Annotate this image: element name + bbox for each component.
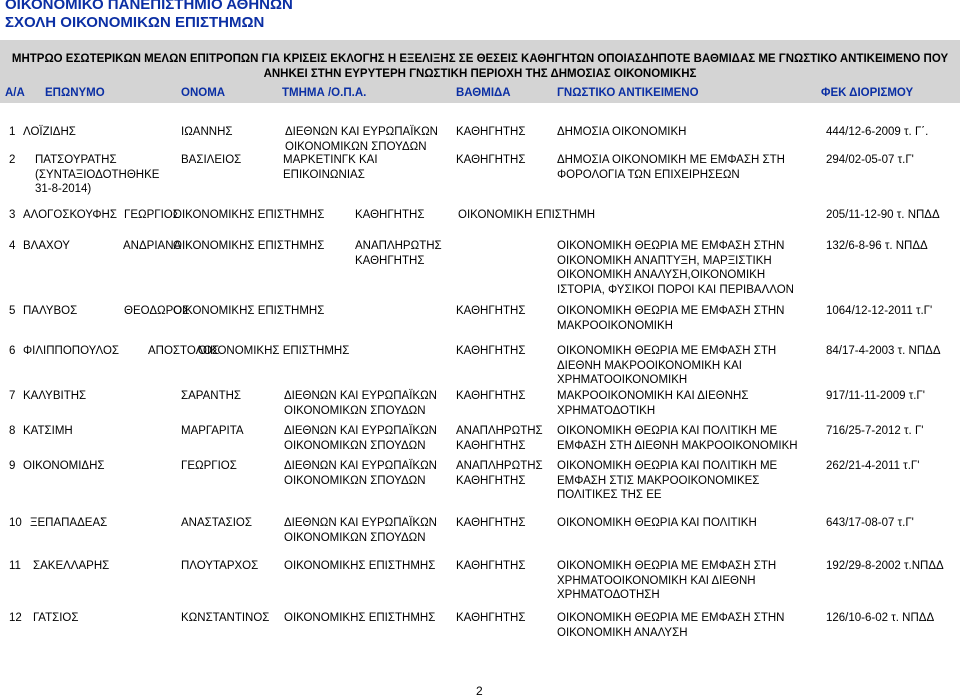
- cell-subject-line: ΕΜΦΑΣΗ ΣΤΙΣ ΜΑΚΡΟΟΙΚΟΝΟΜΙΚΕΣ: [557, 474, 760, 487]
- cell-num: [9, 304, 15, 319]
- cell-fek: [826, 424, 923, 439]
- cell-surname-line: (ΣΥΝΤΑΞΙΟΔΟΤΗΘΗΚΕ: [35, 168, 160, 181]
- cell-fek: [826, 304, 932, 319]
- cell-subject-line: ΔΗΜΟΣΙΑ ΟΙΚΟΝΟΜΙΚΗ ΜΕ ΕΜΦΑΣΗ ΣΤΗ: [557, 154, 785, 166]
- cell-surname: [23, 424, 73, 439]
- cell-subject-line: ΧΡΗΜΑΤΟΔΟΤΙΚΗ: [557, 404, 656, 417]
- cell-dept: [284, 389, 437, 418]
- cell-num-line: 6: [9, 345, 16, 357]
- cell-surname-line: ΞΕΠΑΠΑΔΕΑΣ: [30, 517, 108, 529]
- cell-num: [9, 153, 15, 168]
- cell-surname: [23, 304, 77, 319]
- cell-dept-line: ΟΙΚΟΝΟΜΙΚΗΣ ΕΠΙΣΤΗΜΗΣ: [284, 560, 436, 572]
- cell-num-line: 1: [9, 126, 16, 138]
- cell-surname-line: ΣΑΚΕΛΛΑΡΗΣ: [33, 560, 110, 572]
- cell-rank: [456, 559, 525, 574]
- header-aa: Α/Α: [5, 87, 25, 99]
- cell-subject-line: ΦΟΡΟΛΟΓΙΑ ΤΩΝ ΕΠΙΧΕΙΡΗΣΕΩΝ: [557, 168, 740, 181]
- cell-fek-line: 262/21-4-2011 τ.Γ': [826, 460, 920, 472]
- cell-num: [9, 344, 15, 359]
- cell-subject-line: ΟΙΚΟΝΟΜΙΚΗ ΕΠΙΣΤΗΜΗ: [458, 209, 596, 221]
- cell-rank-line: ΚΑΘΗΓΗΤΗΣ: [355, 254, 425, 267]
- cell-num-line: 11: [9, 560, 21, 572]
- cell-fek-line: 917/11-11-2009 τ.Γ': [826, 390, 925, 402]
- cell-num: [9, 611, 22, 626]
- cell-surname-line: ΚΑΛΥΒΙΤΗΣ: [23, 390, 87, 402]
- cell-dept: [198, 344, 349, 359]
- cell-num-line: 4: [9, 240, 16, 252]
- cell-name-line: ΓΕΩΡΓΙΟΣ: [181, 460, 237, 472]
- cell-dept-line: ΟΙΚΟΝΟΜΙΚΗΣ ΕΠΙΣΤΗΜΗΣ: [173, 209, 325, 221]
- cell-num-line: 8: [9, 425, 16, 437]
- cell-dept: [173, 208, 324, 223]
- document-title-line-1: ΜΗΤΡΩΟ ΕΣΩΤΕΡΙΚΩΝ ΜΕΛΩΝ ΕΠΙΤΡΟΠΩΝ ΓΙΑ ΚΡΙΣΕΙΣ ΕΚΛΟΓΗΣ Η ΕΞΕΛΙΞΗΣ ΣΕ ΘΕΣΕΙΣ ΚΑΘΗΓΗΤΩΝ ΟΠΟΙΑΣΔΗΠΟΤΕ ΒΑΘΜΙΔΑΣ ΜΕ ΓΝΩΣΤΙΚΟ ΑΝΤΙΚΕΙΜΕΝΟ ΠΟΥ: [11, 53, 949, 65]
- cell-surname-line: ΟΙΚΟΝΟΜΙΔΗΣ: [23, 460, 105, 472]
- cell-rank-line: ΚΑΘΗΓΗΤΗΣ: [456, 560, 526, 572]
- cell-dept-line: ΔΙΕΘΝΩΝ ΚΑΙ ΕΥΡΩΠΑΪΚΩΝ: [284, 425, 437, 437]
- cell-subject: [557, 424, 798, 453]
- cell-name-line: ΒΑΣΙΛΕΙΟΣ: [181, 154, 242, 166]
- cell-surname: [35, 153, 159, 197]
- cell-subject: [557, 516, 757, 531]
- cell-num: [9, 239, 15, 254]
- cell-subject: [458, 208, 595, 223]
- cell-fek: [826, 389, 925, 404]
- cell-subject-line: ΧΡΗΜΑΤΟΟΙΚΟΝΟΜΙΚΗ ΚΑΙ ΔΙΕΘΝΗ: [557, 574, 756, 587]
- cell-num-line: 10: [9, 517, 22, 529]
- cell-fek-line: 444/12-6-2009 τ. Γ΄.: [826, 126, 929, 138]
- cell-surname: [30, 516, 107, 531]
- cell-fek-line: 126/10-6-02 τ. ΝΠΔΔ: [826, 612, 935, 624]
- cell-rank: [456, 611, 525, 626]
- cell-name-line: ΠΛΟΥΤΑΡΧΟΣ: [181, 560, 259, 572]
- cell-surname-line: ΠΑΤΣΟΥΡΑΤΗΣ: [35, 154, 117, 166]
- cell-fek: [826, 459, 919, 474]
- cell-fek-line: 294/02-05-07 τ.Γ': [826, 154, 914, 166]
- cell-name-line: ΚΩΝΣΤΑΝΤΙΝΟΣ: [181, 612, 270, 624]
- cell-dept-line: ΟΙΚΟΝΟΜΙΚΗΣ ΕΠΙΣΤΗΜΗΣ: [284, 612, 436, 624]
- cell-dept: [173, 239, 324, 254]
- cell-surname-line: ΛΟΪΖΙΔΗΣ: [23, 126, 76, 138]
- cell-rank-line: ΚΑΘΗΓΗΤΗΣ: [456, 305, 526, 317]
- cell-num: [9, 459, 15, 474]
- cell-name-line: ΜΑΡΓΑΡΙΤΑ: [181, 425, 244, 437]
- cell-rank-line: ΚΑΘΗΓΗΤΗΣ: [456, 154, 526, 166]
- cell-subject-line: ΟΙΚΟΝΟΜΙΚΗ ΑΝΑΠΤΥΞΗ, ΜΑΡΞΙΣΤΙΚΗ: [557, 254, 772, 267]
- cell-subject: [557, 304, 784, 333]
- cell-fek: [826, 611, 934, 626]
- school-name: ΣΧΟΛΗ ΟΙΚΟΝΟΜΙΚΩΝ ΕΠΙΣΤΗΜΩΝ: [5, 14, 265, 31]
- cell-subject: [557, 153, 785, 182]
- cell-surname: [33, 559, 109, 574]
- cell-subject-line: ΙΣΤΟΡΙΑ, ΦΥΣΙΚΟΙ ΠΟΡΟΙ ΚΑΙ ΠΕΡΙΒΑΛΛΟΝ: [557, 283, 794, 296]
- cell-name-line: ΣΑΡΑΝΤΗΣ: [181, 390, 242, 402]
- cell-fek: [826, 153, 914, 168]
- cell-rank: [456, 459, 543, 488]
- cell-subject-line: ΧΡΗΜΑΤΟΟΙΚΟΝΟΜΙΚΗ: [557, 374, 688, 386]
- cell-dept-line: ΟΙΚΟΝΟΜΙΚΗΣ ΕΠΙΣΤΗΜΗΣ: [198, 345, 350, 357]
- cell-dept-line: ΜΑΡΚΕΤΙΝΓΚ ΚΑΙ: [283, 154, 378, 166]
- cell-rank-line: ΑΝΑΠΛΗΡΩΤΗΣ: [355, 240, 442, 252]
- cell-surname: [23, 239, 70, 254]
- cell-surname: [23, 208, 117, 223]
- cell-rank: [456, 389, 525, 404]
- cell-num: [9, 559, 21, 574]
- cell-subject-line: ΔΗΜΟΣΙΑ ΟΙΚΟΝΟΜΙΚΗ: [557, 126, 687, 138]
- cell-dept-line: ΔΙΕΘΝΩΝ ΚΑΙ ΕΥΡΩΠΑΪΚΩΝ: [285, 126, 438, 138]
- cell-name: [181, 153, 241, 168]
- cell-num-line: 7: [9, 390, 16, 402]
- cell-subject: [557, 611, 784, 640]
- cell-subject-line: ΟΙΚΟΝΟΜΙΚΗ ΘΕΩΡΙΑ ΚΑΙ ΠΟΛΙΤΙΚΗ ΜΕ: [557, 425, 778, 437]
- cell-rank-line: ΚΑΘΗΓΗΤΗΣ: [456, 126, 526, 138]
- cell-subject: [557, 125, 686, 140]
- cell-dept: [284, 559, 435, 574]
- cell-name-line: ΑΠΟΣΤΟΛΟΣ: [148, 345, 220, 357]
- cell-dept-line: ΔΙΕΘΝΩΝ ΚΑΙ ΕΥΡΩΠΑΪΚΩΝ: [284, 460, 437, 472]
- cell-rank: [456, 125, 525, 140]
- cell-dept: [284, 424, 437, 453]
- cell-fek-line: 192/29-8-2002 τ.ΝΠΔΔ: [826, 560, 944, 572]
- cell-subject-line: ΕΜΦΑΣΗ ΣΤΗ ΔΙΕΘΝΗ ΜΑΚΡΟΟΙΚΟΝΟΜΙΚΗ: [557, 439, 798, 452]
- cell-surname: [23, 389, 86, 404]
- cell-fek: [826, 344, 941, 359]
- cell-surname: [23, 344, 119, 359]
- cell-dept-line: ΟΙΚΟΝΟΜΙΚΩΝ ΣΠΟΥΔΩΝ: [285, 140, 427, 153]
- header-dept: ΤΜΗΜΑ /Ο.Π.Α.: [282, 87, 367, 99]
- cell-fek: [826, 559, 944, 574]
- cell-subject: [557, 239, 794, 297]
- cell-surname-line: 31-8-2014): [35, 183, 92, 195]
- cell-fek-line: 132/6-8-96 τ. ΝΠΔΔ: [826, 240, 928, 252]
- cell-num: [9, 424, 15, 439]
- cell-rank-line: ΚΑΘΗΓΗΤΗΣ: [456, 612, 526, 624]
- cell-surname-line: ΚΑΤΣΙΜΗ: [23, 425, 73, 437]
- cell-surname-line: ΦΙΛΙΠΠΟΠΟΥΛΟΣ: [23, 345, 119, 357]
- cell-surname-line: ΒΛΑΧΟΥ: [23, 240, 70, 252]
- university-heading: [5, 0, 293, 32]
- cell-dept-line: ΟΙΚΟΝΟΜΙΚΗΣ ΕΠΙΣΤΗΜΗΣ: [173, 240, 325, 252]
- cell-dept: [284, 459, 437, 488]
- cell-rank-line: ΚΑΘΗΓΗΤΗΣ: [456, 390, 526, 402]
- cell-num-line: 5: [9, 305, 16, 317]
- cell-name-line: ΓΕΩΡΓΙΟΣ: [124, 209, 180, 221]
- cell-surname: [23, 459, 105, 474]
- university-name: ΟΙΚΟΝΟΜΙΚΟ ΠΑΝΕΠΙΣΤΗΜΙΟ ΑΘΗΝΩΝ: [5, 0, 293, 13]
- cell-rank: [456, 304, 525, 319]
- cell-dept-line: ΕΠΙΚΟΙΝΩΝΙΑΣ: [283, 168, 365, 181]
- cell-name: [181, 459, 237, 474]
- header-surname: ΕΠΩΝΥΜΟ: [45, 87, 105, 99]
- cell-subject-line: ΟΙΚΟΝΟΜΙΚΗ ΘΕΩΡΙΑ ΜΕ ΕΜΦΑΣΗ ΣΤΗΝ: [557, 305, 785, 317]
- header-rank: ΒΑΘΜΙΔΑ: [456, 87, 511, 99]
- cell-subject-line: ΟΙΚΟΝΟΜΙΚΗ ΘΕΩΡΙΑ ΜΕ ΕΜΦΑΣΗ ΣΤΗ: [557, 345, 777, 357]
- cell-surname-line: ΑΛΟΓΟΣΚΟΥΦΗΣ: [23, 209, 117, 221]
- cell-fek: [826, 208, 940, 223]
- cell-dept-line: ΟΙΚΟΝΟΜΙΚΩΝ ΣΠΟΥΔΩΝ: [284, 531, 426, 544]
- cell-name: [124, 208, 180, 223]
- cell-surname-line: ΓΑΤΣΙΟΣ: [33, 612, 79, 624]
- cell-num-line: 9: [9, 460, 16, 472]
- cell-fek: [826, 125, 928, 140]
- cell-rank-line: ΚΑΘΗΓΗΤΗΣ: [456, 345, 526, 357]
- header-fek: ΦΕΚ ΔΙΟΡΙΣΜΟΥ: [821, 87, 914, 99]
- cell-name: [181, 424, 244, 439]
- cell-rank: [355, 239, 442, 268]
- cell-subject-line: ΧΡΗΜΑΤΟΔΟΤΗΣΗ: [557, 589, 660, 601]
- document-title-line-2: ΑΝΗΚΕΙ ΣΤΗΝ ΕΥΡΥΤΕΡΗ ΓΝΩΣΤΙΚΗ ΠΕΡΙΟΧΗ ΤΗΣ ΔΗΜΟΣΙΑΣ ΟΙΚΟΝΟΜΙΚΗΣ: [263, 68, 697, 80]
- cell-dept: [284, 516, 437, 545]
- cell-subject: [557, 344, 776, 388]
- cell-fek-line: 84/17-4-2003 τ. ΝΠΔΔ: [826, 345, 941, 357]
- cell-dept: [285, 125, 438, 154]
- cell-surname: [33, 611, 78, 626]
- cell-surname-line: ΠΑΛΥΒΟΣ: [23, 305, 78, 317]
- cell-fek: [826, 239, 928, 254]
- cell-subject: [557, 459, 777, 503]
- cell-subject-line: ΔΙΕΘΝΗ ΜΑΚΡΟΟΙΚΟΝΟΜΙΚΗ ΚΑΙ: [557, 359, 742, 372]
- cell-rank-line: ΚΑΘΗΓΗΤΗΣ: [456, 474, 526, 487]
- cell-num: [9, 516, 22, 531]
- cell-subject-line: ΜΑΚΡΟΟΙΚΟΝΟΜΙΚΗ ΚΑΙ ΔΙΕΘΝΗΣ: [557, 390, 749, 402]
- cell-name-line: ΙΩΑΝΝΗΣ: [181, 126, 233, 138]
- cell-rank-line: ΚΑΘΗΓΗΤΗΣ: [456, 517, 526, 529]
- cell-subject-line: ΟΙΚΟΝΟΜΙΚΗ ΘΕΩΡΙΑ ΜΕ ΕΜΦΑΣΗ ΣΤΗΝ: [557, 612, 785, 624]
- cell-name-line: ΑΝΑΣΤΑΣΙΟΣ: [181, 517, 252, 529]
- cell-subject-line: ΟΙΚΟΝΟΜΙΚΗ ΑΝΑΛΥΣΗ: [557, 626, 688, 639]
- cell-rank: [355, 208, 424, 223]
- cell-subject-line: ΟΙΚΟΝΟΜΙΚΗ ΑΝΑΛΥΣΗ,ΟΙΚΟΝΟΜΙΚΗ: [557, 269, 766, 281]
- cell-name: [181, 389, 241, 404]
- cell-rank-line: ΑΝΑΠΛΗΡΩΤΗΣ: [456, 425, 543, 437]
- cell-num-line: 2: [9, 154, 16, 166]
- cell-dept: [284, 611, 435, 626]
- cell-dept-line: ΟΙΚΟΝΟΜΙΚΩΝ ΣΠΟΥΔΩΝ: [284, 439, 426, 452]
- cell-subject-line: ΟΙΚΟΝΟΜΙΚΗ ΘΕΩΡΙΑ ΚΑΙ ΠΟΛΙΤΙΚΗ ΜΕ: [557, 460, 778, 472]
- cell-name: [181, 559, 258, 574]
- cell-fek-line: 1064/12-12-2011 τ.Γ': [826, 305, 933, 317]
- cell-rank: [456, 516, 525, 531]
- cell-rank-line: ΑΝΑΠΛΗΡΩΤΗΣ: [456, 460, 543, 472]
- cell-subject-line: ΟΙΚΟΝΟΜΙΚΗ ΘΕΩΡΙΑ ΚΑΙ ΠΟΛΙΤΙΚΗ: [557, 517, 757, 529]
- cell-dept-line: ΟΙΚΟΝΟΜΙΚΗΣ ΕΠΙΣΤΗΜΗΣ: [173, 305, 325, 317]
- cell-fek-line: 643/17-08-07 τ.Γ': [826, 517, 914, 529]
- cell-name-line: ΑΝΔΡΙΑΝΑ: [123, 240, 182, 252]
- cell-dept-line: ΔΙΕΘΝΩΝ ΚΑΙ ΕΥΡΩΠΑΪΚΩΝ: [284, 517, 437, 529]
- cell-subject-line: ΟΙΚΟΝΟΜΙΚΗ ΘΕΩΡΙΑ ΜΕ ΕΜΦΑΣΗ ΣΤΗ: [557, 560, 777, 572]
- cell-dept: [283, 153, 378, 182]
- cell-subject-line: ΠΟΛΙΤΙΚΕΣ ΤΗΣ ΕΕ: [557, 489, 662, 501]
- cell-dept-line: ΟΙΚΟΝΟΜΙΚΩΝ ΣΠΟΥΔΩΝ: [284, 404, 426, 417]
- cell-num-line: 3: [9, 209, 16, 221]
- cell-dept: [173, 304, 324, 319]
- header-name: ΟΝΟΜΑ: [181, 87, 226, 99]
- cell-subject-line: ΟΙΚΟΝΟΜΙΚΗ ΘΕΩΡΙΑ ΜΕ ΕΜΦΑΣΗ ΣΤΗΝ: [557, 240, 785, 252]
- cell-name-line: ΘΕΟΔΩΡΟΣ: [124, 305, 190, 317]
- cell-name: [181, 125, 233, 140]
- cell-rank: [456, 153, 525, 168]
- cell-rank-line: ΚΑΘΗΓΗΤΗΣ: [456, 439, 526, 452]
- cell-num: [9, 125, 15, 140]
- cell-num-line: 12: [9, 612, 22, 624]
- cell-rank: [456, 424, 543, 453]
- cell-name: [181, 611, 269, 626]
- cell-num: [9, 208, 15, 223]
- cell-subject: [557, 559, 776, 603]
- cell-rank-line: ΚΑΘΗΓΗΤΗΣ: [355, 209, 425, 221]
- cell-rank: [456, 344, 525, 359]
- cell-fek: [826, 516, 914, 531]
- cell-subject-line: ΜΑΚΡΟΟΙΚΟΝΟΜΙΚΗ: [557, 319, 673, 332]
- cell-subject: [557, 389, 748, 418]
- cell-dept-line: ΔΙΕΘΝΩΝ ΚΑΙ ΕΥΡΩΠΑΪΚΩΝ: [284, 390, 437, 402]
- page-number: 2: [476, 684, 483, 698]
- cell-surname: [23, 125, 76, 140]
- cell-fek-line: 716/25-7-2012 τ. Γ': [826, 425, 924, 437]
- cell-num: [9, 389, 15, 404]
- cell-fek-line: 205/11-12-90 τ. ΝΠΔΔ: [826, 209, 940, 221]
- cell-dept-line: ΟΙΚΟΝΟΜΙΚΩΝ ΣΠΟΥΔΩΝ: [284, 474, 426, 487]
- header-subject: ΓΝΩΣΤΙΚΟ ΑΝΤΙΚΕΙΜΕΝΟ: [557, 87, 699, 99]
- cell-name: [181, 516, 252, 531]
